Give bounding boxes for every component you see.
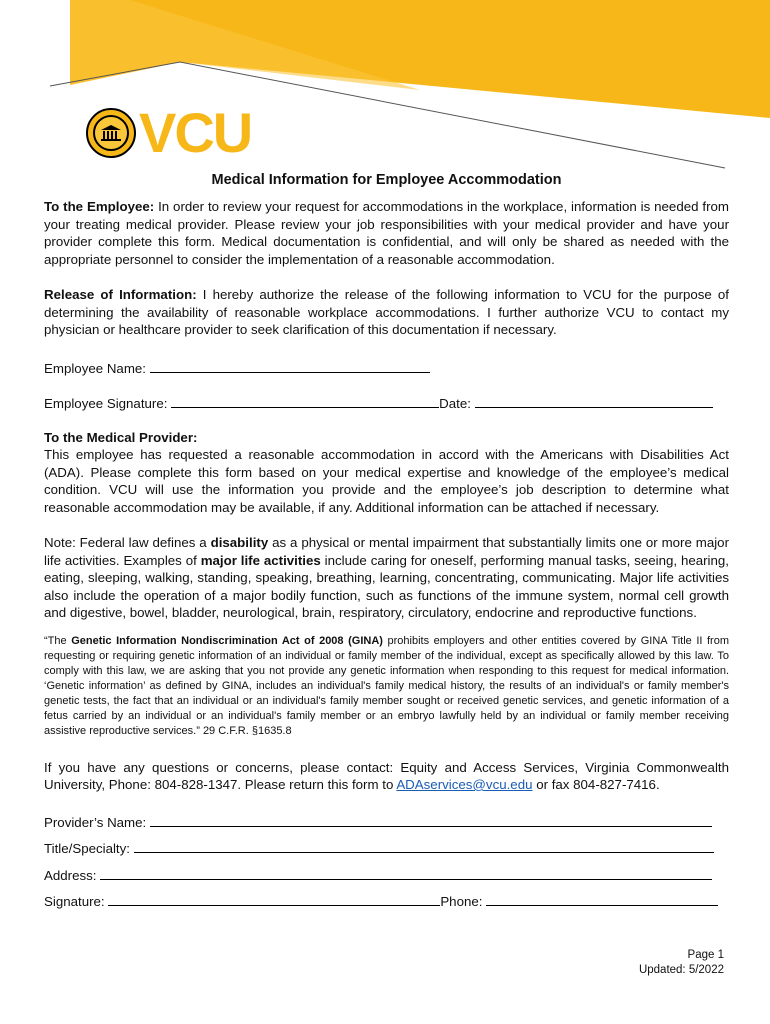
to-employee-paragraph: [44, 198, 729, 268]
provider-name-label: Provider’s Name:: [44, 814, 150, 830]
gina-act-name: Genetic Information Nondiscrimination Act of 2008 (GINA): [71, 634, 383, 647]
seal-building-icon: [101, 125, 121, 141]
to-provider-heading: [44, 429, 729, 447]
university-seal: [86, 108, 136, 158]
title-specialty-row: [44, 839, 729, 858]
to-employee-heading: To the Employee:: [44, 199, 155, 214]
page-number: Page 1: [687, 949, 724, 961]
provider-name-row: [44, 813, 729, 832]
document-title: Medical Information for Employee Accommodation: [211, 172, 562, 188]
title-specialty-field[interactable]: [134, 839, 714, 853]
note-disability-term: disability: [210, 535, 269, 550]
provider-signature-row: [44, 892, 729, 911]
title-specialty-label: Title/Specialty:: [44, 841, 134, 856]
contact-text-2: or fax 804-827-7416.: [532, 777, 660, 792]
employee-date-label: Date:: [439, 396, 475, 411]
release-body: I hereby authorize the release of the following information to VCU for the purpose of determining the availability of reasonable workplace accommodations. I further authorize VCU to contact my physician or healthcare provider to seek clarification of this documentation if necessary.: [44, 287, 729, 337]
address-label: Address:: [44, 867, 101, 883]
contact-paragraph: [44, 759, 729, 794]
employee-name-label: Employee Name:: [44, 360, 150, 376]
contact-text-1: If you have any questions or concerns, please contact: Equity and Access Services, Virginia Commonwealth University, Phone: 804-828-1347. Please return this form to: [44, 759, 729, 792]
employee-signature-row: [44, 394, 729, 413]
employee-name-row: [44, 359, 729, 378]
to-employee-body: In order to review your request for accommodations in the workplace, information is needed from your treating medical provider. Please review your job responsibilities with your medical provider and have your provider complete this form. Medical documentation is confidential, and will only be shared as needed with the appropriate personnel to consider the implementation of a reasonable accommodation.: [44, 199, 729, 267]
note-text-3: include caring for oneself, performing manual tasks, seeing, hearing, eating, sleeping, walking, standing, speaking, breathing, learning, concentrating, communicating. Major life activities also include the operation of a major bodily function, such as functions of the immune system, normal cell growth and digestive, bowel, bladder, neurological, brain, respiratory, circulatory, endocrine and reproductive functions.: [44, 552, 729, 620]
updated-date: Updated: 5/2022: [638, 964, 724, 976]
logo-wordmark: VCU: [139, 101, 252, 164]
note-paragraph: [44, 534, 729, 622]
document-body: [44, 172, 729, 911]
provider-signature-label: Signature:: [44, 894, 109, 909]
provider-name-field[interactable]: [150, 813, 712, 827]
ada-email-link[interactable]: ADAservices@vcu.edu: [396, 777, 533, 792]
release-paragraph: [44, 286, 729, 339]
provider-phone-label: Phone:: [440, 894, 487, 909]
gina-open-quote: “The: [44, 634, 72, 647]
note-major-life-term: major life activities: [200, 552, 321, 568]
employee-signature-field[interactable]: [171, 394, 439, 408]
provider-phone-field[interactable]: [486, 892, 718, 906]
to-provider-body: This employee has requested a reasonable accommodation in accord with the Americans with Disabilities Act (ADA). Please complete this form based on your medical expertise and knowledge of the employee’s medical condition. VCU will use the information you provide and the employee’s job description to determine what reasonable accommodation may be available, if any. Additional information can be attached if necessary.: [44, 447, 729, 515]
gina-paragraph: [44, 634, 729, 739]
page-footer: [639, 948, 724, 978]
employee-date-field[interactable]: [475, 394, 713, 408]
gina-body: prohibits employers and other entities covered by GINA Title II from requesting or requiring genetic information of an individual or family member of the individual, except as specifically allowed by this law. To comply with this law, we are asking that you not provide any genetic information when responding to this request for medical information. ‘Genetic information’ as defined by GINA, includes an individual's family medical history, the results of an individual's or family member's genetic tests, the fact that an individual or an individual's family member sought or received genetic services, and genetic information of a fetus carried by an individual or an individual's family member or an embryo lawfully held by an individual or family member receiving assistive reproductive services.” 29 C.F.R. §1635.8: [44, 634, 729, 737]
release-heading: Release of Information:: [44, 287, 197, 302]
note-text-1: Note: Federal law defines a: [44, 535, 211, 550]
address-row: [44, 866, 729, 885]
vcu-logo: [86, 101, 252, 164]
note-text-2: as a physical or mental impairment that substantially limits one or more major life activities. Examples of: [44, 535, 730, 568]
employee-signature-label: Employee Signature:: [44, 396, 172, 411]
employee-name-field[interactable]: [150, 359, 430, 373]
to-provider-heading-text: To the Medical Provider:: [44, 429, 198, 445]
address-field[interactable]: [100, 866, 712, 880]
provider-signature-field[interactable]: [108, 892, 440, 906]
